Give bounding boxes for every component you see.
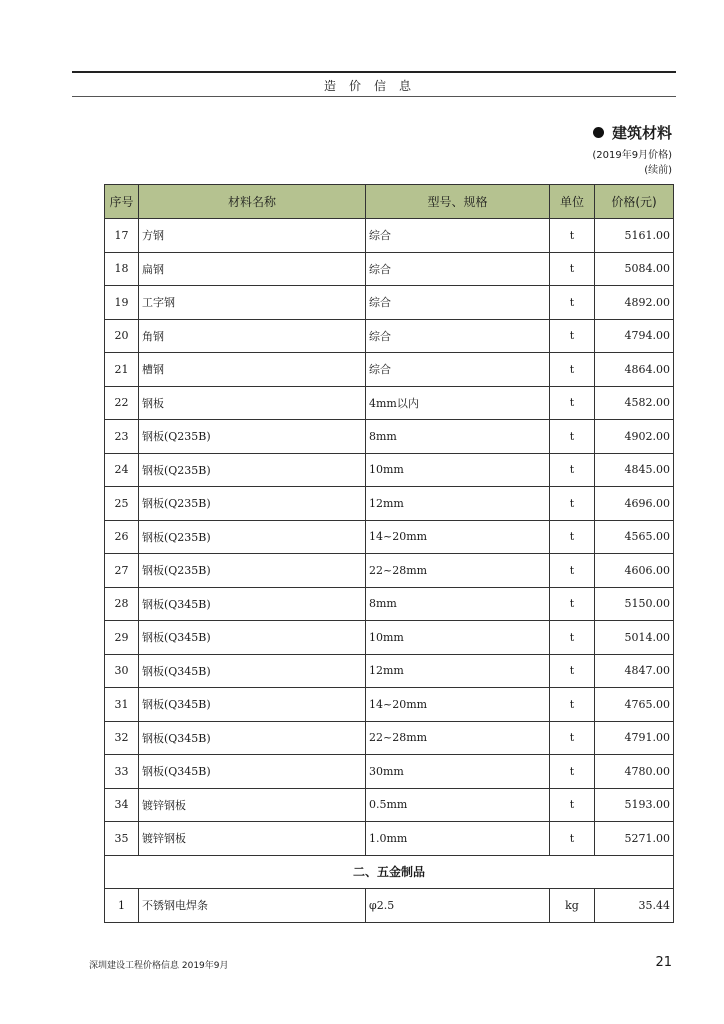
header-rule	[72, 96, 676, 97]
cell-no: 33	[105, 755, 139, 789]
cell-price: 4794.00	[595, 319, 674, 353]
cell-price: 5084.00	[595, 252, 674, 286]
table-row	[105, 688, 674, 722]
col-header-price: 价格(元)	[595, 185, 674, 219]
cell-name: 钢板(Q345B)	[139, 587, 366, 621]
table-row	[105, 453, 674, 487]
table-header-row	[105, 185, 674, 219]
cell-spec: 综合	[366, 219, 550, 253]
cell-unit: t	[550, 386, 595, 420]
cell-no: 29	[105, 621, 139, 655]
cell-unit: t	[550, 587, 595, 621]
table-row	[105, 487, 674, 521]
cell-price: 4847.00	[595, 654, 674, 688]
cell-unit: t	[550, 453, 595, 487]
cell-name: 方钢	[139, 219, 366, 253]
cell-spec: 12mm	[366, 654, 550, 688]
table-row	[105, 755, 674, 789]
top-rule	[72, 71, 676, 73]
cell-name: 角钢	[139, 319, 366, 353]
cell-unit: t	[550, 721, 595, 755]
cell-price: 4565.00	[595, 520, 674, 554]
cell-no: 35	[105, 822, 139, 856]
table-row	[105, 621, 674, 655]
section2-title: 二、五金制品	[105, 855, 674, 889]
cell-no: 31	[105, 688, 139, 722]
section-divider-row	[105, 855, 674, 889]
col-header-name: 材料名称	[139, 185, 366, 219]
cell-spec: 1.0mm	[366, 822, 550, 856]
cell-spec: 综合	[366, 286, 550, 320]
cell-name: 钢板(Q345B)	[139, 688, 366, 722]
cell-price: 4791.00	[595, 721, 674, 755]
table-row	[105, 554, 674, 588]
cell-name: 不锈钢电焊条	[139, 889, 366, 923]
table-row	[105, 286, 674, 320]
cell-spec: 0.5mm	[366, 788, 550, 822]
cell-name: 镀锌钢板	[139, 822, 366, 856]
cell-no: 18	[105, 252, 139, 286]
cell-unit: t	[550, 420, 595, 454]
cell-spec: 4mm以内	[366, 386, 550, 420]
cell-name: 钢板(Q345B)	[139, 621, 366, 655]
cell-no: 22	[105, 386, 139, 420]
table-row	[105, 822, 674, 856]
cell-unit: t	[550, 219, 595, 253]
cell-name: 扁钢	[139, 252, 366, 286]
cell-name: 钢板(Q235B)	[139, 453, 366, 487]
cell-no: 19	[105, 286, 139, 320]
cell-price: 4845.00	[595, 453, 674, 487]
cell-no: 20	[105, 319, 139, 353]
cell-unit: t	[550, 286, 595, 320]
cell-price: 4892.00	[595, 286, 674, 320]
section-title: 建筑材料	[611, 124, 672, 142]
cell-unit: t	[550, 788, 595, 822]
cell-name: 工字钢	[139, 286, 366, 320]
cell-price: 5271.00	[595, 822, 674, 856]
cell-spec: 14~20mm	[366, 688, 550, 722]
cell-no: 28	[105, 587, 139, 621]
table-row	[105, 889, 674, 923]
col-header-spec: 型号、规格	[366, 185, 550, 219]
cell-name: 钢板	[139, 386, 366, 420]
cell-no: 1	[105, 889, 139, 923]
table-row	[105, 788, 674, 822]
cell-unit: t	[550, 319, 595, 353]
cell-spec: 12mm	[366, 487, 550, 521]
bullet-icon	[593, 127, 604, 138]
price-table	[104, 184, 674, 923]
table-row	[105, 654, 674, 688]
table-row	[105, 353, 674, 387]
table-row	[105, 319, 674, 353]
cell-no: 25	[105, 487, 139, 521]
cell-price: 35.44	[595, 889, 674, 923]
cell-name: 镀锌钢板	[139, 788, 366, 822]
cell-unit: kg	[550, 889, 595, 923]
cell-no: 24	[105, 453, 139, 487]
cell-no: 34	[105, 788, 139, 822]
cell-name: 钢板(Q235B)	[139, 520, 366, 554]
table-row	[105, 386, 674, 420]
cell-unit: t	[550, 252, 595, 286]
cell-no: 32	[105, 721, 139, 755]
cell-name: 钢板(Q345B)	[139, 755, 366, 789]
table-row	[105, 520, 674, 554]
cell-spec: 10mm	[366, 621, 550, 655]
cell-price: 4902.00	[595, 420, 674, 454]
cell-spec: 综合	[366, 252, 550, 286]
table-row	[105, 420, 674, 454]
cell-name: 钢板(Q235B)	[139, 420, 366, 454]
col-header-no: 序号	[105, 185, 139, 219]
cell-spec: 30mm	[366, 755, 550, 789]
price-period: (2019年9月价格)	[592, 150, 672, 161]
cell-spec: 综合	[366, 353, 550, 387]
cell-unit: t	[550, 755, 595, 789]
cell-no: 17	[105, 219, 139, 253]
cell-spec: 10mm	[366, 453, 550, 487]
cell-no: 21	[105, 353, 139, 387]
cell-price: 4780.00	[595, 755, 674, 789]
cell-price: 5150.00	[595, 587, 674, 621]
cell-price: 4582.00	[595, 386, 674, 420]
col-header-unit: 单位	[550, 185, 595, 219]
cell-no: 26	[105, 520, 139, 554]
cell-unit: t	[550, 353, 595, 387]
cell-price: 5193.00	[595, 788, 674, 822]
cell-price: 4696.00	[595, 487, 674, 521]
cell-spec: 综合	[366, 319, 550, 353]
cell-price: 4606.00	[595, 554, 674, 588]
page-number: 21	[655, 955, 672, 970]
cell-price: 4864.00	[595, 353, 674, 387]
cell-spec: 22~28mm	[366, 721, 550, 755]
cell-price: 5161.00	[595, 219, 674, 253]
cell-name: 钢板(Q235B)	[139, 554, 366, 588]
section-heading	[593, 122, 672, 143]
cell-price: 5014.00	[595, 621, 674, 655]
continued-note: (续前)	[644, 165, 672, 176]
cell-name: 钢板(Q345B)	[139, 721, 366, 755]
footer-publication: 深圳建设工程价格信息 2019年9月	[89, 961, 229, 971]
table-row	[105, 587, 674, 621]
cell-price: 4765.00	[595, 688, 674, 722]
cell-name: 槽钢	[139, 353, 366, 387]
cell-spec: 14~20mm	[366, 520, 550, 554]
cell-name: 钢板(Q235B)	[139, 487, 366, 521]
table-row	[105, 219, 674, 253]
cell-unit: t	[550, 554, 595, 588]
cell-spec: 22~28mm	[366, 554, 550, 588]
cell-no: 23	[105, 420, 139, 454]
cell-unit: t	[550, 688, 595, 722]
cell-unit: t	[550, 520, 595, 554]
cell-no: 30	[105, 654, 139, 688]
cell-name: 钢板(Q345B)	[139, 654, 366, 688]
table-row	[105, 721, 674, 755]
cell-spec: 8mm	[366, 420, 550, 454]
table-row	[105, 252, 674, 286]
cell-unit: t	[550, 621, 595, 655]
cell-unit: t	[550, 487, 595, 521]
running-header: 造价信息	[323, 79, 424, 93]
cell-unit: t	[550, 822, 595, 856]
cell-spec: φ2.5	[366, 889, 550, 923]
cell-unit: t	[550, 654, 595, 688]
cell-no: 27	[105, 554, 139, 588]
cell-spec: 8mm	[366, 587, 550, 621]
